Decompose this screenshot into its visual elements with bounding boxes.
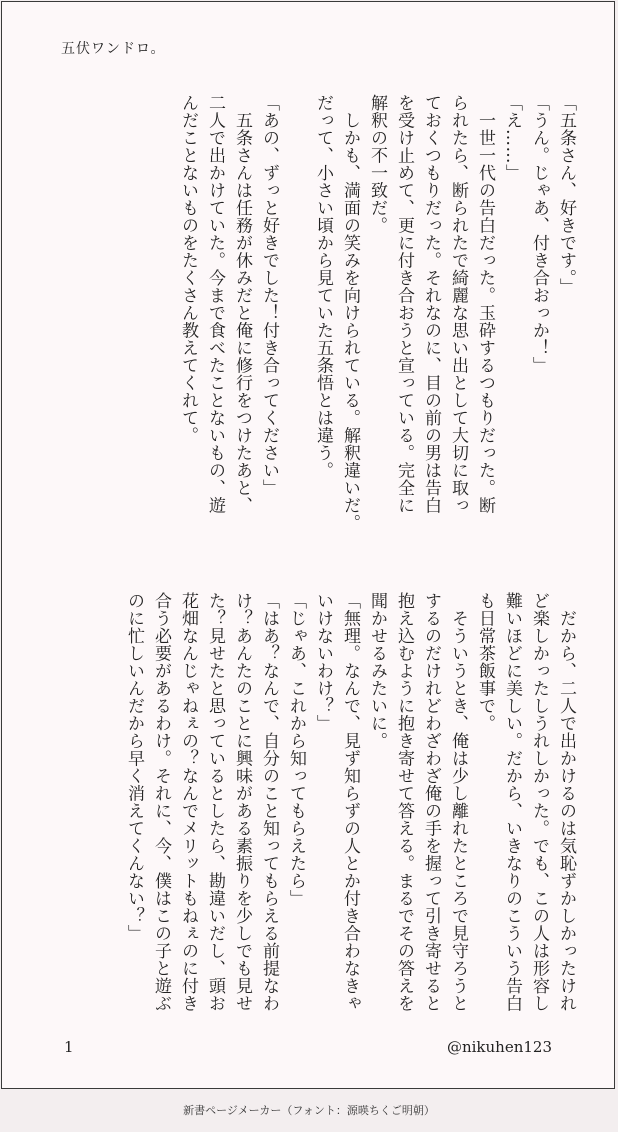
text-line: 「え……」 (502, 94, 522, 182)
text-line: 合う必要があるわけ。それに、今、僕はこの子と遊ぶ (151, 592, 171, 1012)
text-line: 解釈の不一致だ。 (367, 94, 387, 234)
generator-credit: 新書ページメーカー（フォント：源暎ちくご明朝） (183, 1104, 435, 1117)
author-handle: @nikuhen123 (446, 1038, 552, 1056)
blank-line (282, 94, 309, 554)
text-block-upper (174, 94, 579, 554)
page-number: 1 (64, 1038, 74, 1056)
text-line: だって、小さい頃から見ていた五条悟とは違う。 (313, 94, 333, 479)
text-line: 難いほどに美しい。だから、いきなりのこういう告白 (502, 592, 522, 1012)
text-line: しかも、満面の笑みを向けられている。解釈違いだ。 (340, 94, 360, 532)
text-line: 「うん。じゃあ、付き合おっか！」 (529, 94, 549, 374)
text-line: 「無理。なんで、見ず知らずの人とか付き合わなきゃ (340, 592, 360, 1012)
text-line: 花畑なんじゃねぇの？なんでメリットもねぇのに付き (178, 592, 198, 1012)
page-title: 五伏ワンドロ。 (61, 41, 166, 57)
text-line: を受け止めて、更に付き合おうと宣っている。完全に (394, 94, 414, 514)
text-line: ておくつもりだった。それなのに、目の前の男は告白 (421, 94, 441, 514)
text-line: 聞かせるみたいに。 (367, 592, 387, 750)
text-line: ど楽しかったしうれしかった。でも、この人は形容し (529, 592, 549, 1012)
novel-page (1, 1, 615, 1089)
text-line: 五条さんは任務が休みだと俺に修行をつけたあと、 (232, 94, 252, 514)
text-line: も日常茶飯事で。 (475, 592, 495, 732)
text-line: 「あの、ずっと好きでした！付き合ってください」 (259, 94, 279, 497)
text-line: んだことないものをたくさん教えてくれて。 (178, 94, 198, 444)
text-line: そういうとき、俺は少し離れたところで見守ろうと (448, 592, 468, 1012)
text-line: 二人で出かけていた。今まで食べたことないもの、遊 (205, 94, 225, 514)
text-line: 一世一代の告白だった。玉砕するつもりだった。断 (475, 94, 495, 514)
text-line: た？見せたと思っているとしたら、勘違いだし、頭お (205, 592, 225, 1012)
text-line: られたら、断られたで綺麗な思い出として大切に取っ (448, 94, 468, 514)
text-line: 「はあ？なんで、自分のこと知ってもらえる前提なわ (259, 592, 279, 1012)
text-line: のに忙しいんだから早く消えてくんない？」 (124, 592, 144, 942)
text-line: だから、二人で出かけるのは気恥ずかしかったけれ (556, 592, 576, 1012)
text-block-lower (120, 592, 579, 1052)
text-line: するのだけれどわざわざ俺の手を握って引き寄せると (421, 592, 441, 1012)
text-line: 「じゃあ、これから知ってもらえたら」 (286, 592, 306, 907)
text-line: 「五条さん、好きです。」 (556, 94, 576, 296)
text-line: いけないわけ？」 (313, 592, 333, 732)
text-line: け？あんたのことに興味がある素振りを少しでも見せ (232, 592, 252, 1012)
text-line: 抱え込むように抱き寄せて答える。まるでその答えを (394, 592, 414, 1012)
